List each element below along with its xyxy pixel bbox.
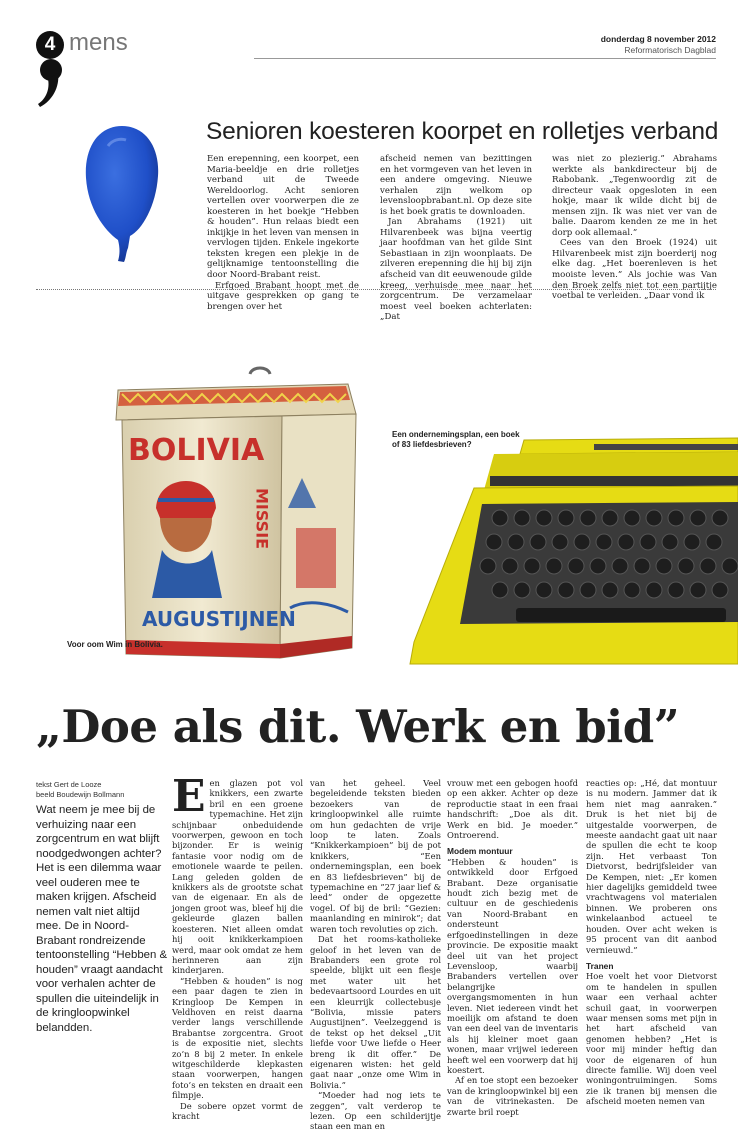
paragraph: vrouw met een gebogen hoofd op een akker. Achter op deze reproductie staat in een fraai handschrift: „Doe als dit. Werk en bid. Je moeder.” Ontroerend.: [447, 778, 578, 841]
top-article-column-2: [380, 154, 532, 323]
byline-photographer: beeld Boudewijn Bollmann: [36, 790, 125, 799]
subheading: Modem montuur: [447, 846, 513, 857]
paragraph: “Moeder had nog iets te zeggen”, valt verderop te lezen. Op een schilderijtje staan een man en: [310, 1090, 441, 1132]
bolivia-collection-tin-image: [112, 368, 362, 668]
paragraph: was niet zo plezierig.” Abrahams werkte als bankdirecteur bij de Rabobank. „Tegenwoordig zit de directeur vaak opgesloten in een hokje, maar ik wilde dicht bij de mensen zijn. Ik was niet ver van de balie. Daarom kenden ze me in het dorp ook allemaal.”: [552, 154, 717, 238]
tin-photo-caption: Voor oom Wim in Bolivia.: [67, 640, 163, 649]
article-column-1: [172, 771, 303, 1121]
article-intro: Wat neem je mee bij de verhuizing naar een zorgcentrum en wat blijft noodgedwongen achter? Het is een dilemma waar veel ouderen mee te maken krijgen. Afscheid nemen valt niet altijd mee. De in Noord-Brabant rondreizende tentoonstelling “Hebben & houden” vraagt aandacht voor verhalen achter de spullen die uiteindelijk in de kringloopwinkel belandden.: [36, 804, 168, 1034]
top-article-headline: Senioren koesteren koorpet en rolletjes verband: [206, 118, 719, 145]
paragraph: Hoe voelt het voor Dietvorst om te handelen in spullen waar een verhaal achter schuil gaat, in voorwerpen waar mensen soms met pijn in het hart afscheid van genomen hebben? „Het is voor mij minder heftig dan voor de eigenaren of hun directe familie. Wij doen veel woningontruimingen. Soms zie ik tranen bij mensen die afscheid moeten nemen van: [586, 971, 717, 1107]
tin-augustijnen-text: AUGUSTIJNEN: [142, 607, 296, 631]
newspaper-name: Reformatorisch Dagblad: [624, 45, 716, 55]
tin-missie-text: MISSIE: [252, 488, 272, 550]
paragraph: Erfgoed Brabant hoopt met de uitgave gesprekken op gang te brengen over het: [207, 280, 359, 312]
typewriter-photo-caption: Een ondernemingsplan, een boek of 83 liefdesbrieven?: [392, 430, 520, 449]
paragraph: “Hebben & houden” is nog een paar dagen te zien in Kringloop De Kempen in Veldhoven en reist daarna verder langs verschillende Brabantse zorgcentra. Groot is de expositie niet, slechts zo’n 8 bij 2 meter. In enkele witgeschilderde klepkasten staan voorwerpen, hangen foto’s en teksten en draait een filmpje.: [172, 975, 303, 1101]
blue-balloon-image: [82, 122, 162, 264]
paragraph: en glazen pot vol knikkers, een zwarte bril en een groene typemachine. Het zijn schijnbaar onbeduidende voorwerpen, gewoon en toch bijzonder. Er is weinig fantasie voor nodig om de emotionele waarde te peilen. Lang geleden golden de knikkers als de grootste schat van de eigenaar. En als de jongen groot was, bleef hij die gekleurde glazen ballen koesteren. Niet alleen omdat hij ooit knikkerkampioen werd, maar ook omdat ze hem herinneren aan zijn kinderjaren.: [172, 778, 303, 976]
yellow-typewriter-image: [404, 432, 738, 668]
paragraph: reacties op: „Hé, dat montuur is nu modern. Jammer dat ik hem niet mag aanraken.” Druk is het niet bij de uitgestalde voorwerpen, de meeste aandacht gaat uit naar de spullen die echt te koop zijn. Het verbaast Ton Dietvorst, bedrijfsleider van De Kempen, niet: „Er komen hier dagelijks gemiddeld twee vrachtwagens vol materialen binnen. We proberen ons winkelaanbod actueel te houden. Over acht weken is 95 procent van dit aanbod vernieuwd.”: [586, 778, 717, 955]
paragraph: Jan Abrahams (1921) uit Hilvarenbeek was bijna veertig jaar hoofdman van het gilde Sint Sebastiaan in zijn woonplaats. De zilveren erepenning die hij bij zijn afscheid van dit eeuwenoude gilde kreeg, verhuisde mee naar het zorgcentrum. De verzamelaar moest veel boeken achterlaten: „Dat: [380, 217, 532, 323]
paragraph: van het geheel. Veel begeleidende teksten bieden bezoekers van de kringloopwinkel alle ruimte om hun gedachten de vrije loop te laten. Zoals “Knikkerkampioen” bij de pot knikkers, “Een ondernemingsplan, een boek en 83 liefdesbrieven” bij de typemachine en ”27 jaar lief & leed” onder de opgezette vogel. Of bij de bril: “Gezien: maanlanding en minirok”; dat waren toch revoluties op zich.: [310, 778, 441, 934]
paragraph: Cees van den Broek (1924) uit Hilvarenbeek mist zijn boerderij nog elke dag. „Het boerenleven is het mooiste leven.” Als jochie was Van den Broek zelfs niet tot een partijtje voetbal te verleiden. „Daar vond ik: [552, 238, 717, 302]
subheading: Tranen: [586, 960, 614, 971]
tin-brand-text: BOLIVIA: [128, 433, 265, 468]
page-number: 4: [36, 31, 64, 59]
drop-cap: E: [172, 771, 206, 822]
top-article-column-3: [552, 154, 717, 302]
issue-date: donderdag 8 november 2012: [600, 34, 716, 44]
section-title: mens: [69, 29, 128, 56]
paragraph: Dat het rooms-katholieke geloof in het leven van de Brabanders een grote rol speelde, blijkt uit een flesje met water uit het bedevaartsoord Lourdes en uit een kleurrijk collectebusje “Bolivia, missie paters Augustijnen”. Veelzeggend is de tekst op het deksel „Uit liefde voor Uwe liefde o Heer breng ik dit offer.” De eigenaren wisten: het geld gaat naar „onze ome Wim in Bolivia.”: [310, 934, 441, 1090]
header-divider: [254, 58, 716, 59]
comma-logo-icon: [36, 57, 66, 109]
paragraph: “Hebben & houden” is ontwikkeld door Erfgoed Brabant. Deze organisatie houdt zich bezig met de cultuur en de geschiedenis van Noord-Brabant en ondersteunt erfgoedinstellingen in deze provincie. De expositie maakt deel uit van het project Levensloop, waarbij Brabanders vertellen over belangrijke overgangsmomenten in hun leven. Niet iedereen vindt het moeilijk om afstand te doen van een deel van de inventaris als hij kleiner moet gaan wonen, maar vrijwel iedereen heeft wel een voorwerp dat hij koestert.: [447, 856, 578, 1075]
main-article-headline: „Doe als dit. Werk en bid”: [36, 700, 680, 753]
paragraph: afscheid nemen van bezittingen en het vormgeven van het leven in een andere omgeving. Nieuwe verhalen zijn welkom op levensloopbrabant.nl. Op deze site is het boek gratis te downloaden.: [380, 154, 532, 217]
section-divider: [36, 289, 716, 290]
paragraph: Af en toe stopt een bezoeker van de kringloopwinkel bij een van de vitrinekasten. De zwarte bril roept: [447, 1075, 578, 1117]
article-column-4: [586, 778, 717, 1107]
paragraph: Een erepenning, een koorpet, een Maria-beeldje en drie rolletjes verband uit de Tweede Wereldoorlog. Acht senioren vertellen over voorwerpen die ze koesteren in het boekje “Hebben & houden”. Hun relaas biedt een inkijkje in het leven van mensen in vervlogen tijden. Enkele ingekorte teksten kregen een plekje in de gelijknamige tentoonstelling die door Noord-Brabant reist.: [207, 154, 359, 281]
article-column-3: [447, 778, 578, 1117]
paragraph: De sobere opzet vormt de kracht: [172, 1100, 303, 1121]
article-column-2: [310, 778, 441, 1132]
byline-author: tekst Gert de Looze: [36, 780, 102, 789]
